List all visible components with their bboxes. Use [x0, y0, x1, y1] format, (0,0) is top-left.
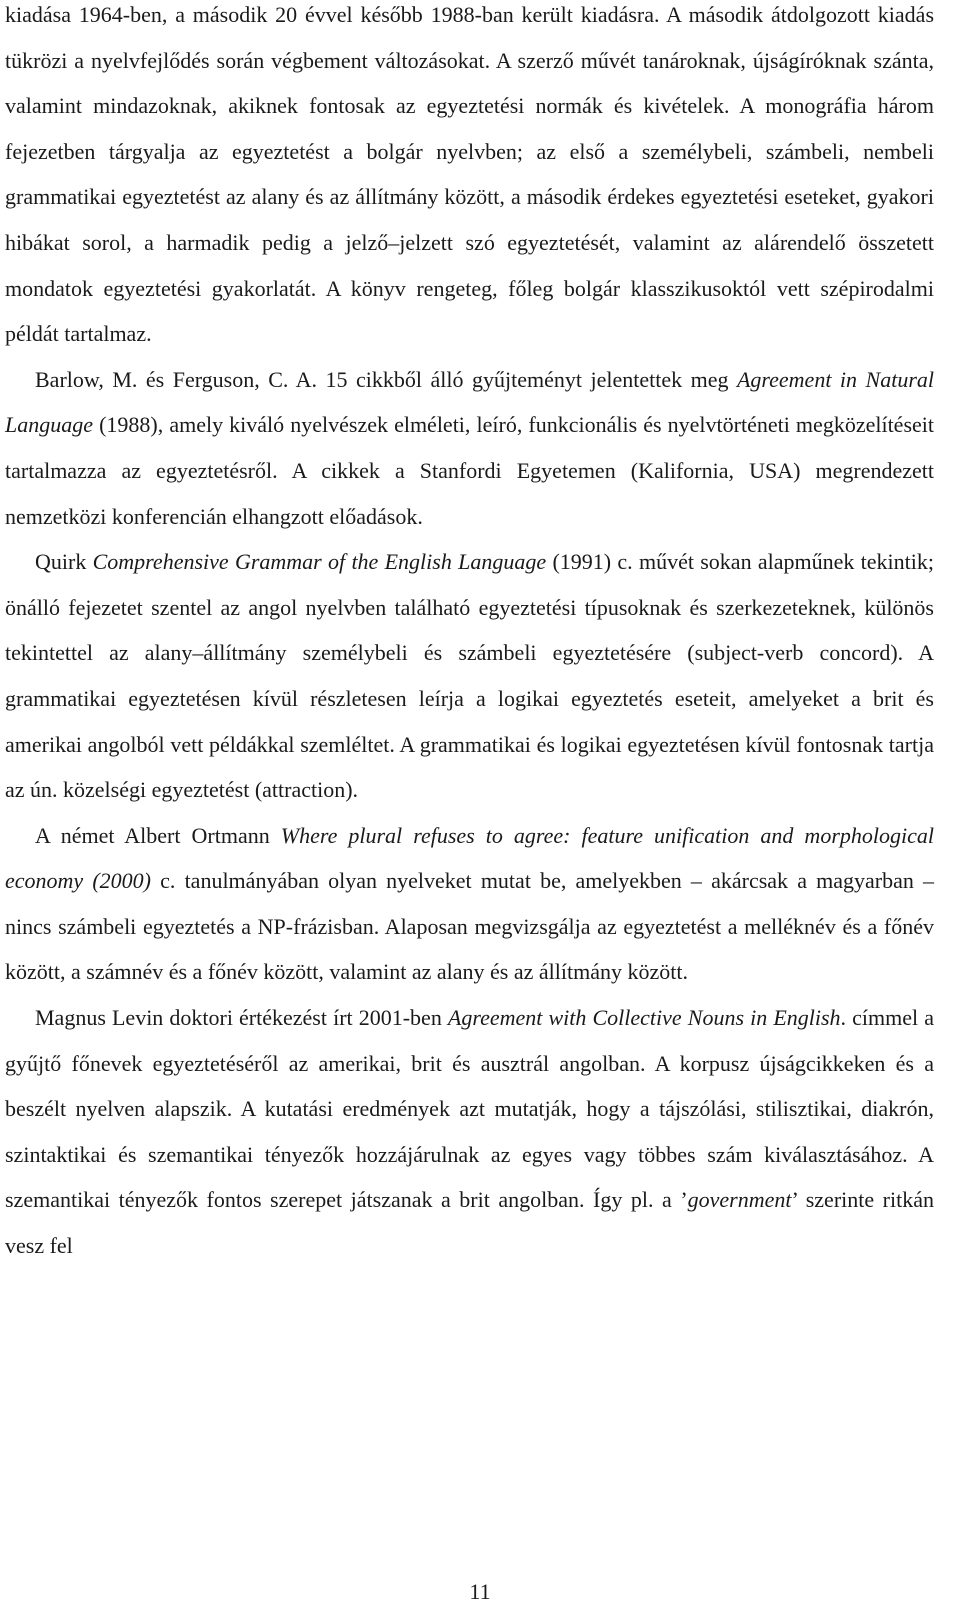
paragraph-3-text-a: Quirk [35, 549, 93, 575]
paragraph-2-text-b: (1988), amely kiváló nyelvészek elméleti, leíró, funkcionális és nyelvtörténeti megközelítéseit tartalmazza az egyeztetésről. A cikkek a Stanfordi Egyetemen (Kalifornia, USA) megrendezett nemzetközi konferencián elhangzott előadások. [5, 412, 934, 529]
dissertation-title-collective-nouns: Agreement with Collective Nouns in English [447, 1005, 841, 1031]
paragraph-4-text-b: c. tanulmányában olyan nyelveket mutat be, amelyekben – akárcsak a magyarban – nincs számbeli egyeztetés a NP-frázisban. Alaposan megvizsgálja az egyeztetést a melléknév és a főnév között, a számnév és a főnév között, valamint az alany és az állítmány között. [5, 868, 934, 985]
paragraph-4 [5, 813, 934, 995]
book-title-comprehensive-grammar: Comprehensive Grammar of the English Language [92, 549, 547, 575]
paragraph-1 [5, 0, 934, 357]
paragraph-5 [5, 995, 934, 1269]
document-page [5, 0, 934, 1269]
paragraph-4-text-a: A német Albert Ortmann [35, 822, 281, 848]
paragraph-5-text-c: ’ szerinte ritkán vesz fel [5, 1187, 934, 1259]
page-number: 11 [469, 1579, 491, 1604]
paragraph-1-text: kiadása 1964-ben, a második 20 évvel később 1988-ban került kiadásra. A második átdolgozott kiadás tükrözi a nyelvfejlődés során végbement változásokat. A szerző művét tanároknak, újságíróknak szánta, valamint mindazoknak, akiknek fontosak az egyeztetési normák és kivételek. A monográfia három fejezetben tárgyalja az egyeztetést a bolgár nyelvben; az első a személybeli, számbeli, nembeli grammatikai egyeztetést az alany és az állítmány között, a második érdekes egyeztetési eseteket, gyakori hibákat sorol, a harmadik pedig a jelző–jelzett szó egyeztetését, valamint az alárendelő összetett mondatok egyeztetési gyakorlatát. A könyv rengeteg, főleg bolgár klasszikusoktól vett szépirodalmi példát tartalmaz. [5, 2, 934, 347]
paragraph-3-text-b: (1991) c. művét sokan alapműnek tekintik; önálló fejezetet szentel az angol nyelvben található egyeztetési típusoknak és szerkezeteknek, különös tekintettel az alany–állítmány személybeli és számbeli egyeztetésére (subject-verb concord). A grammatikai egyeztetésen kívül részletesen leírja a logikai egyeztetés eseteit, amelyeket a brit és amerikai angolból vett példákkal szemléltet. A grammatikai és logikai egyeztetésen kívül fontosnak tartja az ún. közelségi egyeztetést (attraction). [5, 549, 935, 803]
paragraph-5-text-a: Magnus Levin doktori értékezést írt 2001-ben [35, 1005, 448, 1031]
book-title-agreement-in-natural-language: Agreement in Natural Language [5, 366, 934, 438]
article-title-where-plural-refuses: Where plural refuses to agree: feature unification and morphological economy (2000) [5, 822, 934, 894]
paragraph-2 [5, 357, 934, 539]
paragraph-5-text-b: . címmel a gyűjtő főnevek egyeztetéséről az amerikai, brit és ausztrál angolban. A korpusz újságcikkeken és a beszélt nyelven alapszik. A kutatási eredmények azt mutatják, hogy a tájszólási, stilisztikai, diakrón, szintaktikai és szemantikai tényezők hozzájárulnak az egyes vagy többes szám kiválasztásához. A szemantikai tényezők fontos szerepet játszanak a brit angolban. Így pl. a ’ [5, 1005, 934, 1213]
paragraph-2-text-a: Barlow, M. és Ferguson, C. A. 15 cikkből álló gyűjteményt jelentettek meg [35, 366, 737, 392]
example-word-government: government [687, 1187, 792, 1213]
paragraph-3 [5, 539, 934, 813]
